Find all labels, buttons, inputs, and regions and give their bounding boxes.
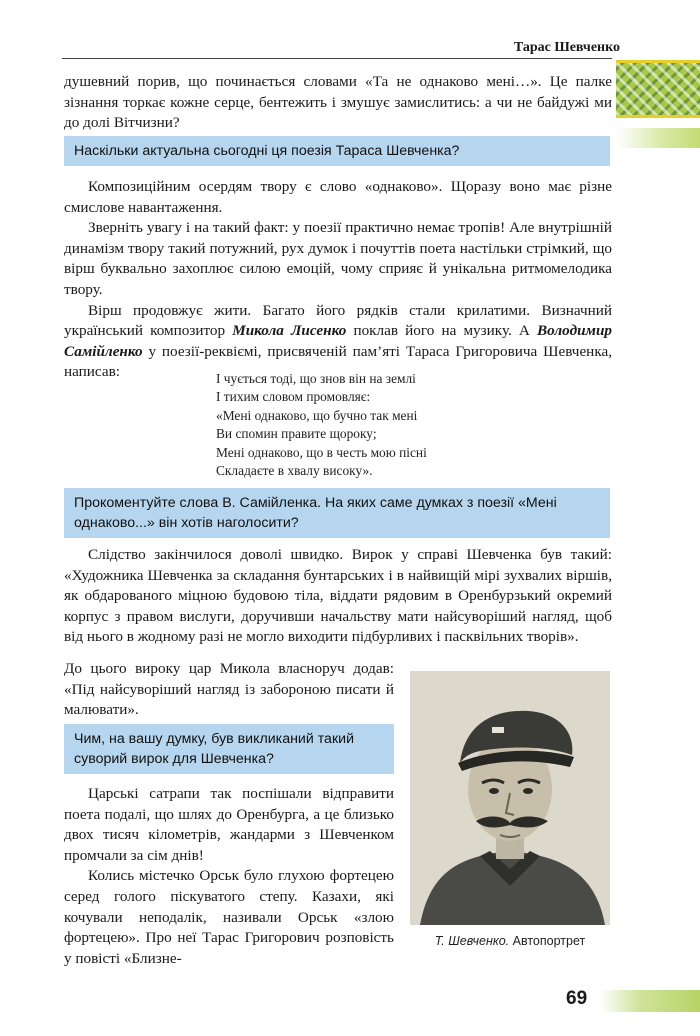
question-1-text: Наскільки актуальна сьогодні ця поезія Тараса Шевченка? [74, 143, 460, 159]
ornament-pattern [616, 60, 700, 118]
composer-name: Микола Лисенко [232, 322, 347, 340]
question-box-3 [64, 724, 394, 774]
paragraph: Зверніть увагу і на такий факт: у поезії практично немає тропів! Але внутрішній динамізм твору такий потужний, рух думок і почуттів поета настільки стрімкий, що вірш буквально захоплює силою емоцій, чому сприяє й унікальна ритмомелодика твору. [64, 219, 612, 298]
question-box-1 [64, 136, 610, 166]
paragraph: Слідство закінчилося доволі швидко. Вирок у справі Шевченка був такий: «Художника Шевченка за складання бунтарських і в найвищій мірі зухвалих віршів, як обдарованого міцною будовою тіла, віддати рядовим в Оренбурзький окремий корпус з правом вислуги, доручивши начальству мати найсуворіший нагляд, щоб від нього в жодному разі не могло виходити підбурливих і пасквільних творів». [64, 546, 612, 646]
text-run: у поезії-реквіємі, присвяченій пам’яті Тараса Григоровича Шевченка, написав: [64, 342, 612, 381]
header-rule [62, 58, 612, 59]
text-run: Вірш продовжує жити. Багато його рядків стали крилатими. Визначний український композитор [64, 301, 612, 340]
body-text-2-cont [64, 659, 394, 721]
body-text-2 [64, 545, 612, 648]
poem-line: Складаєте в хвалу високу». [216, 463, 373, 479]
poem-quote [216, 370, 427, 480]
poem-line: Мені однаково, що в честь мою пісні [216, 444, 427, 460]
question-3-text: Чим, на вашу думку, був викликаний такий суворий вирок для Шевченка? [74, 731, 355, 767]
self-portrait-image [410, 671, 610, 925]
poem-line: «Мені однаково, що бучно так мені [216, 407, 418, 423]
intro-text [64, 72, 612, 134]
body-text-3 [64, 784, 394, 969]
text-run: поклав його на музику. А [346, 322, 538, 340]
figure-caption [410, 934, 610, 948]
side-stripe [616, 128, 700, 148]
intro-paragraph: душевний порив, що починається словами «Та не однаково мені…». Це палке зізнання торкає кожне серце, бентежить і змушує замислитись: а чи не байдужі ми до долі Вітчизни? [64, 73, 612, 132]
poem-line: І тихим словом промовляє: [216, 389, 371, 405]
poet-name: Володимир Самійленко [64, 322, 612, 360]
question-box-2 [64, 488, 610, 538]
poem-line: І чується тоді, що знов він на землі [216, 371, 416, 386]
caption-author: Т. Шевченко. [434, 934, 510, 948]
paragraph: Царські сатрапи так поспішали відправити поета подалі, що шлях до Оренбурга, а це близько двох тисяч кілометрів, жандарми з Шевченком промчали за сім днів! [64, 785, 394, 864]
paragraph: Композиційним осердям твору є слово «однаково». Щоразу воно має різне смислове навантаження. [64, 178, 612, 216]
body-text-1 [64, 177, 612, 383]
page-number: 69 [566, 988, 588, 1009]
paragraph: Колись містечко Орськ було глухою фортецею серед голого піскуватого степу. Казахи, які кочували неподалік, називали Орськ «злою фортецею». Про неї Тарас Григорович розповість у повісті «Близне- [64, 867, 394, 967]
paragraph: До цього вироку цар Микола власноруч додав: «Під найсуворіший нагляд із забороною писати й малювати». [64, 660, 394, 719]
footer-bar [600, 990, 700, 1012]
question-2-text: Прокоментуйте слова В. Самійленка. На яких саме думках з поезії «Мені однаково...» він хотів наголосити? [74, 495, 557, 531]
caption-title: Автопортрет [512, 934, 586, 948]
poem-line: Ви спомин правите щороку; [216, 426, 377, 442]
running-head: Тарас Шевченко [513, 40, 620, 55]
